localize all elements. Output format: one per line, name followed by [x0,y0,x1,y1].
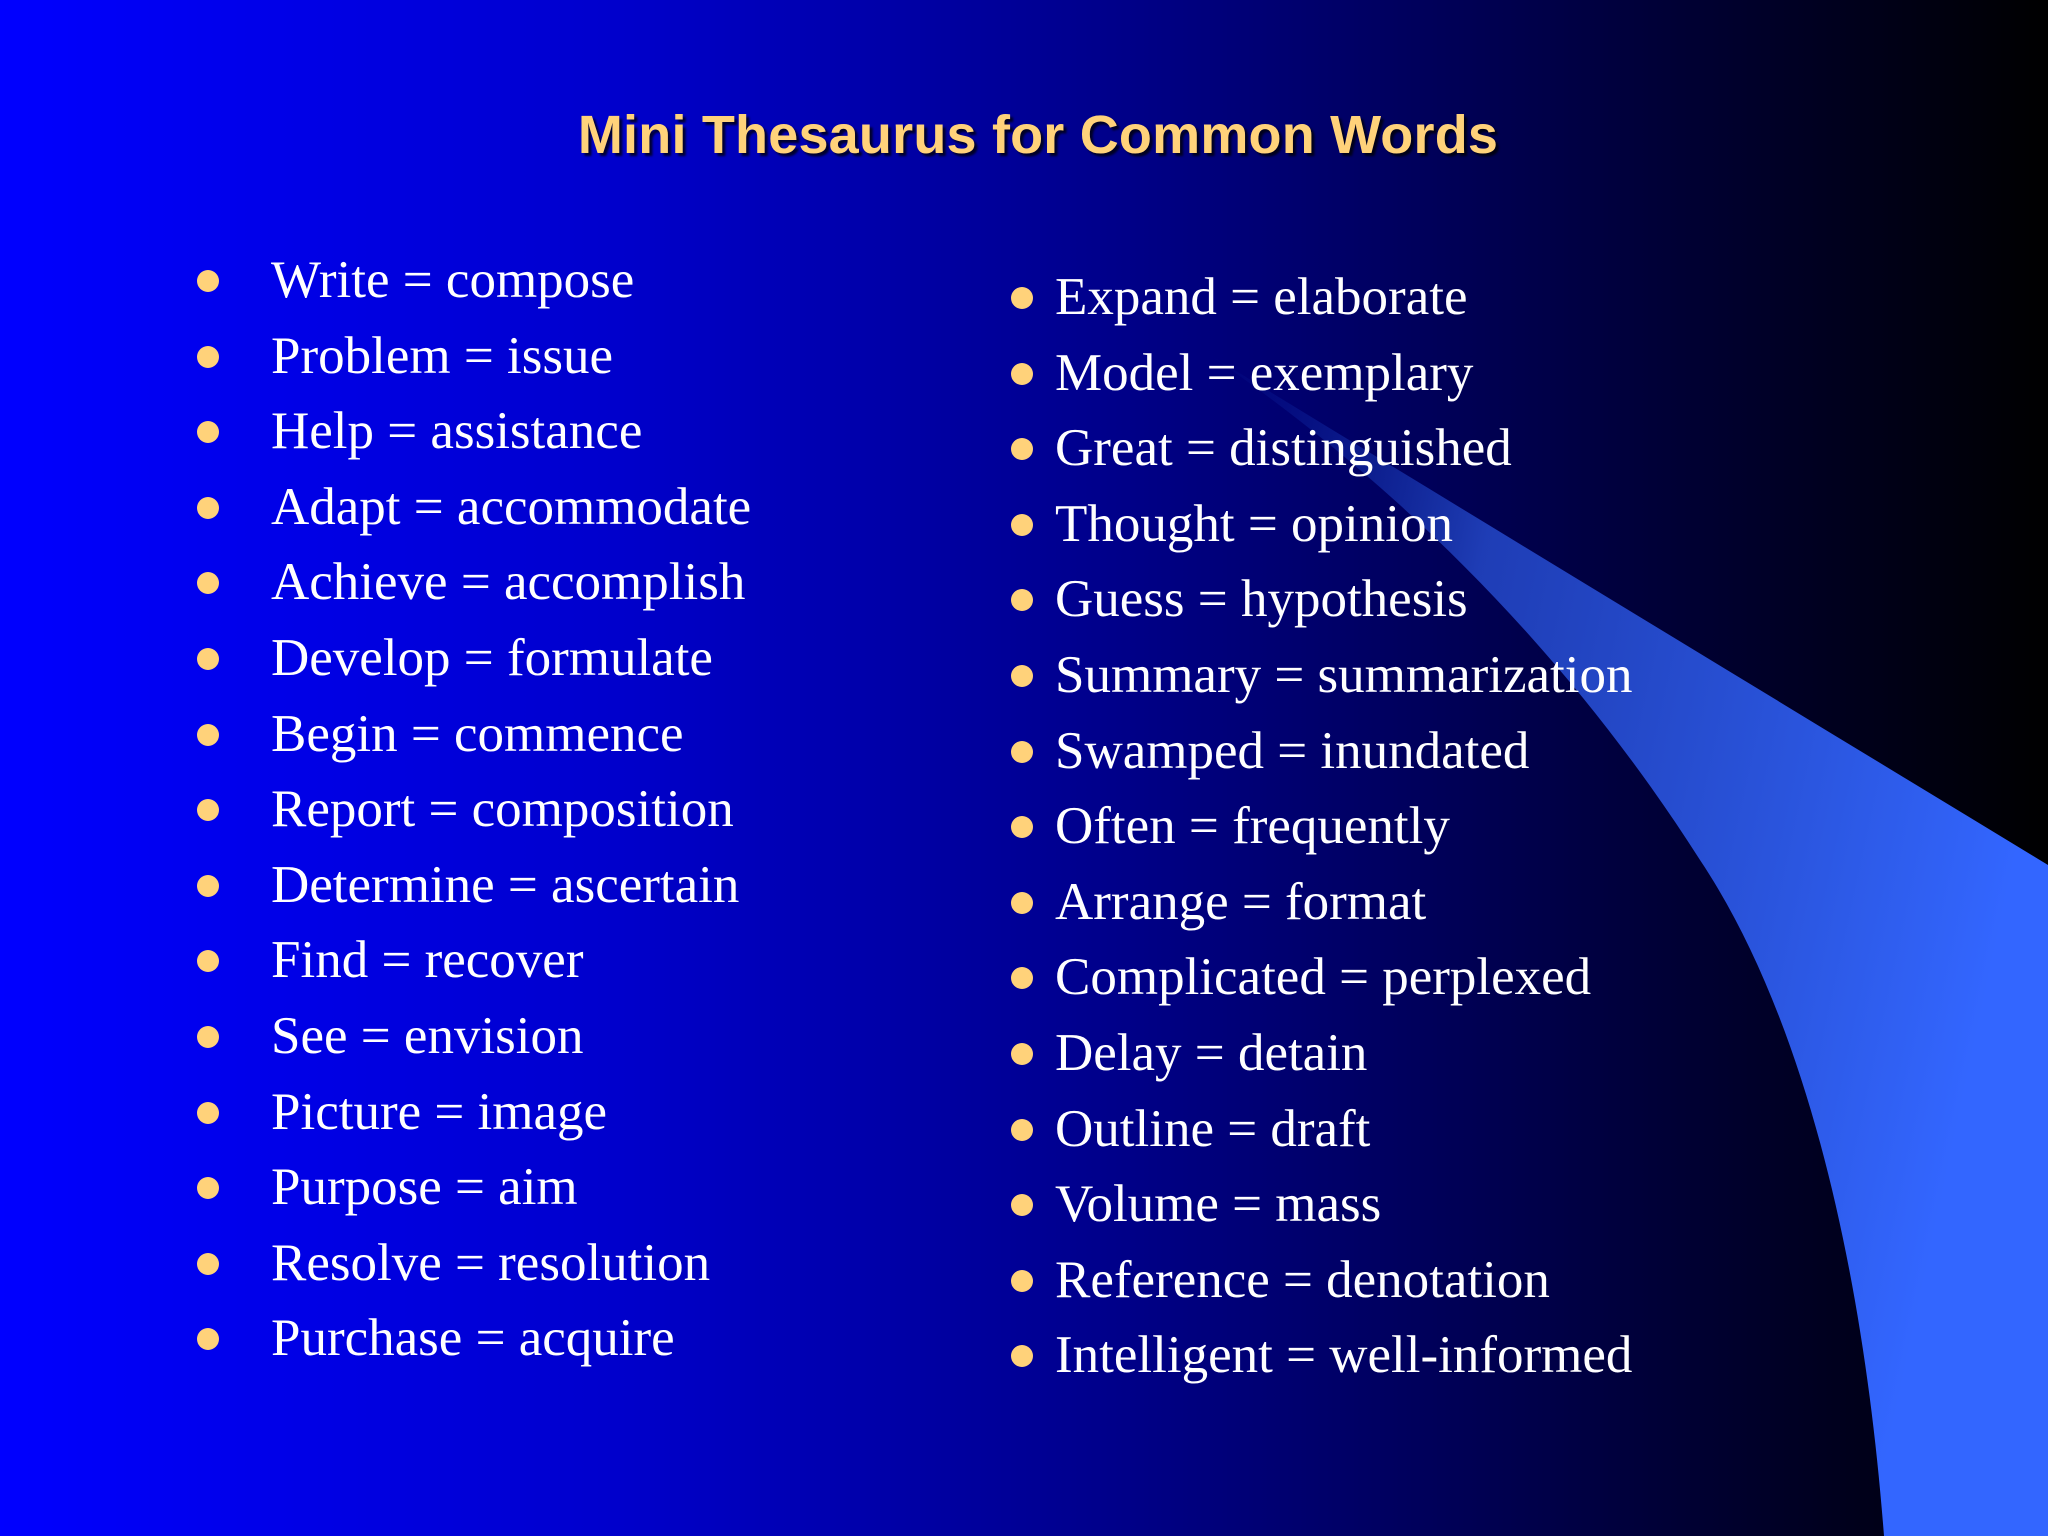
list-item-text: Expand = elaborate [1055,268,1468,326]
list-item-text: Often = frequently [1055,797,1450,856]
bullet-dot-icon [197,724,219,746]
list-item-text: Adapt = accommodate [271,477,752,536]
list-item-text: See = envision [271,1006,584,1065]
list-item-text: Begin = commence [271,704,684,763]
list-item-text: Find = recover [271,931,584,990]
list-item-text: Complicated = perplexed [1055,948,1592,1007]
list-item-text: Thought = opinion [1055,494,1453,553]
bullet-dot-icon [197,497,219,519]
bullet-dot-icon [1011,1194,1033,1216]
bullet-dot-icon [1011,741,1033,763]
bullet-dot-icon [1011,514,1033,536]
list-item-text: Report = composition [271,780,734,839]
list-item-text: Achieve = accomplish [271,553,746,612]
bullet-dot-icon [197,346,219,368]
list-item-text: Picture = image [271,1082,608,1141]
list-item-text: Purpose = aim [271,1158,578,1217]
list-item-text: Write = compose [271,251,635,309]
list-item-text: Purchase = acquire [271,1309,675,1368]
list-item-text: Determine = ascertain [271,855,740,914]
bullet-dot-icon [1011,665,1033,687]
bullet-dot-icon [1011,1270,1033,1292]
list-item-text: Outline = draft [1055,1099,1371,1158]
bullet-dot-icon [1011,287,1033,309]
bullet-dot-icon [197,1177,219,1199]
bullet-dot-icon [197,1253,219,1275]
bullet-dot-icon [197,1026,219,1048]
bullet-dot-icon [1011,816,1033,838]
list-item-text: Great = distinguished [1055,419,1512,478]
list-item-text: Summary = summarization [1055,645,1633,704]
list-item-text: Reference = denotation [1055,1250,1550,1309]
bullet-dot-icon [197,270,219,292]
list-item-text: Arrange = format [1055,872,1427,931]
list-item-text: Swamped = inundated [1055,721,1530,780]
bullet-dot-icon [197,1102,219,1124]
list-item-text: Model = exemplary [1055,343,1474,402]
bullet-dot-icon [197,799,219,821]
bullet-dot-icon [1011,1119,1033,1141]
bullet-dot-icon [1011,1043,1033,1065]
list-item-text: Help = assistance [271,402,643,461]
slide-title: Mini Thesaurus for Common Words [577,105,1499,165]
bullet-dot-icon [197,875,219,897]
list-item-text: Develop = formulate [271,628,713,687]
bullet-dot-icon [1011,363,1033,385]
list-item-text: Delay = detain [1055,1023,1368,1082]
list-item-text: Volume = mass [1055,1175,1382,1234]
list-item-text: Intelligent = well-informed [1055,1326,1633,1385]
bullet-dot-icon [197,648,219,670]
list-item-text: Resolve = resolution [271,1233,711,1292]
list-item-text: Guess = hypothesis [1055,570,1468,629]
list-item-text: Problem = issue [271,326,613,385]
bullet-dot-icon [1011,892,1033,914]
